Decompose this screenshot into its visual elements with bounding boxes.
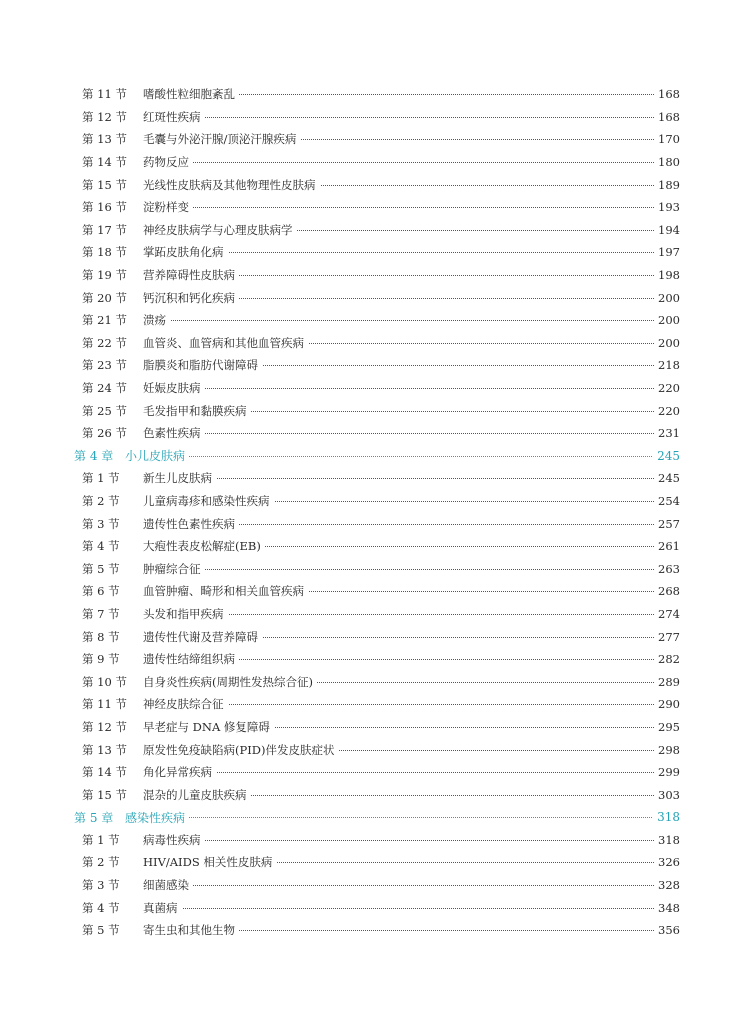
entry-title: 早老症与 DNA 修复障碍 [143,719,274,735]
toc-section-entry[interactable] [0,716,750,739]
entry-title: 神经皮肤综合征 [143,696,228,712]
dot-leader [143,908,658,909]
toc-section-entry[interactable] [0,399,750,422]
entry-number: 第 23 节 [82,358,127,373]
entry-number: 第 14 节 [82,765,127,780]
entry-page-number: 261 [654,539,680,553]
entry-title: 妊娠皮肤病 [143,380,205,396]
entry-page-number: 245 [654,471,680,485]
entry-number: 第 4 节 [82,900,120,915]
entry-page-number: 231 [654,426,680,440]
entry-number: 第 10 节 [82,674,127,689]
entry-page-number: 277 [654,630,680,644]
entry-number: 第 17 节 [82,222,127,237]
entry-page-number: 263 [654,562,680,576]
entry-page-number: 189 [654,178,680,192]
entry-number: 第 11 节 [82,87,127,102]
entry-title: 新生儿皮肤病 [143,470,216,486]
entry-number: 第 1 节 [82,471,120,486]
entry-number: 第 12 节 [82,719,127,734]
entry-page-number: 328 [654,878,680,892]
entry-title: 感染性疾病 [125,809,189,826]
entry-title: 脂膜炎和脂肪代谢障碍 [143,357,262,373]
entry-number: 第 16 节 [82,200,127,215]
entry-title: 色素性疾病 [143,425,205,441]
entry-page-number: 200 [654,313,680,327]
entry-title: 肿瘤综合征 [143,561,205,577]
entry-number: 第 26 节 [82,426,127,441]
dot-leader [143,569,658,570]
entry-page-number: 326 [654,855,680,869]
dot-leader [143,207,658,208]
dot-leader [143,162,658,163]
entry-number: 第 2 节 [82,493,120,508]
entry-page-number: 268 [654,584,680,598]
entry-number: 第 21 节 [82,313,127,328]
entry-page-number: 318 [654,833,680,847]
entry-number: 第 4 章 [74,449,114,464]
toc-section-entry[interactable] [0,219,750,242]
toc-section-entry[interactable] [0,264,750,287]
entry-title: 大疱性表皮松解症(EB) [143,538,265,554]
entry-number: 第 13 节 [82,742,127,757]
toc-chapter-entry[interactable] [0,445,750,468]
toc-section-entry[interactable] [0,874,750,897]
entry-page-number: 220 [654,381,680,395]
toc-section-entry[interactable] [0,490,750,513]
entry-number: 第 19 节 [82,268,127,283]
entry-number: 第 5 章 [74,810,114,825]
entry-page-number: 254 [654,494,680,508]
toc-section-entry[interactable] [0,603,750,626]
entry-title: 血管肿瘤、畸形和相关血管疾病 [143,583,308,599]
entry-page-number: 193 [654,200,680,214]
toc-section-entry[interactable] [0,241,750,264]
entry-number: 第 18 节 [82,245,127,260]
entry-title: 寄生虫和其他生物 [143,922,239,938]
toc-section-entry[interactable] [0,761,750,784]
entry-title: 血管炎、血管病和其他血管疾病 [143,335,308,351]
toc-section-entry[interactable] [0,332,750,355]
entry-number: 第 15 节 [82,787,127,802]
entry-page-number: 348 [654,901,680,915]
entry-title: 头发和指甲疾病 [143,606,228,622]
entry-title: 毛发指甲和黏膜疾病 [143,403,251,419]
entry-title: 淀粉样变 [143,199,193,215]
entry-title: 营养障碍性皮肤病 [143,267,239,283]
entry-page-number: 200 [654,291,680,305]
entry-page-number: 295 [654,720,680,734]
entry-number: 第 2 节 [82,855,120,870]
entry-title: 混杂的儿童皮肤疾病 [143,787,251,803]
entry-title: 神经皮肤病学与心理皮肤病学 [143,222,297,238]
entry-title: 毛囊与外泌汗腺/顶泌汗腺疾病 [143,131,300,147]
dot-leader [143,478,658,479]
toc-section-entry[interactable] [0,512,750,535]
entry-title: 遗传性色素性疾病 [143,516,239,532]
entry-title: 溃疡 [143,312,170,328]
toc-section-entry[interactable] [0,648,750,671]
dot-leader [143,840,658,841]
dot-leader [143,388,658,389]
toc-section-entry[interactable] [0,196,750,219]
entry-page-number: 168 [654,110,680,124]
entry-page-number: 290 [654,697,680,711]
entry-title: 掌跖皮肤角化病 [143,244,228,260]
entry-page-number: 282 [654,652,680,666]
entry-page-number: 197 [654,245,680,259]
entry-page-number: 194 [654,223,680,237]
entry-title: 自身炎性疾病(周期性发热综合征) [143,674,317,690]
entry-title: 角化异常疾病 [143,764,216,780]
entry-page-number: 303 [654,788,680,802]
dot-leader [125,456,658,457]
entry-page-number: 257 [654,517,680,531]
toc-section-entry[interactable] [0,580,750,603]
toc-section-entry[interactable] [0,106,750,129]
entry-page-number: 245 [653,449,680,463]
entry-page-number: 298 [654,743,680,757]
entry-number: 第 25 节 [82,403,127,418]
toc-section-entry[interactable] [0,783,750,806]
dot-leader [143,117,658,118]
toc-section-entry[interactable] [0,896,750,919]
toc-section-entry[interactable] [0,128,750,151]
entry-title: 真菌病 [143,900,182,916]
entry-title: 小儿皮肤病 [125,447,189,464]
entry-number: 第 1 节 [82,832,120,847]
table-of-contents [0,83,750,942]
entry-page-number: 274 [654,607,680,621]
entry-page-number: 180 [654,155,680,169]
entry-title: 药物反应 [143,154,193,170]
dot-leader [143,320,658,321]
entry-number: 第 12 节 [82,109,127,124]
entry-title: 细菌感染 [143,877,193,893]
toc-section-entry[interactable] [0,83,750,106]
entry-number: 第 4 节 [82,539,120,554]
toc-section-entry[interactable] [0,535,750,558]
dot-leader [143,885,658,886]
entry-title: 嗜酸性粒细胞紊乱 [143,86,239,102]
toc-section-entry[interactable] [0,919,750,942]
toc-section-entry[interactable] [0,670,750,693]
entry-page-number: 200 [654,336,680,350]
entry-number: 第 15 节 [82,177,127,192]
toc-section-entry[interactable] [0,467,750,490]
toc-section-entry[interactable] [0,309,750,332]
toc-section-entry[interactable] [0,151,750,174]
entry-number: 第 7 节 [82,606,120,621]
entry-number: 第 3 节 [82,878,120,893]
entry-page-number: 356 [654,923,680,937]
entry-number: 第 8 节 [82,629,120,644]
entry-number: 第 20 节 [82,290,127,305]
entry-number: 第 24 节 [82,381,127,396]
entry-number: 第 6 节 [82,584,120,599]
toc-section-entry[interactable] [0,173,750,196]
entry-title: 钙沉积和钙化疾病 [143,290,239,306]
entry-title: 病毒性疾病 [143,832,205,848]
toc-chapter-entry[interactable] [0,806,750,829]
entry-page-number: 318 [653,810,680,824]
toc-section-entry[interactable] [0,377,750,400]
entry-page-number: 198 [654,268,680,282]
dot-leader [143,772,658,773]
entry-title: 原发性免疫缺陷病(PID)伴发皮肤症状 [143,742,338,758]
entry-number: 第 11 节 [82,697,127,712]
toc-section-entry[interactable] [0,693,750,716]
entry-title: 儿童病毒疹和感染性疾病 [143,493,274,509]
entry-page-number: 218 [654,358,680,372]
entry-title: 光线性皮肤病及其他物理性皮肤病 [143,177,320,193]
entry-title: HIV/AIDS 相关性皮肤病 [143,854,276,870]
toc-section-entry[interactable] [0,286,750,309]
toc-section-entry[interactable] [0,738,750,761]
entry-number: 第 13 节 [82,132,127,147]
entry-page-number: 170 [654,132,680,146]
toc-section-entry[interactable] [0,422,750,445]
toc-section-entry[interactable] [0,829,750,852]
entry-page-number: 220 [654,404,680,418]
entry-page-number: 299 [654,765,680,779]
dot-leader [125,817,658,818]
entry-page-number: 168 [654,87,680,101]
entry-number: 第 5 节 [82,561,120,576]
entry-number: 第 9 节 [82,652,120,667]
entry-number: 第 5 节 [82,923,120,938]
dot-leader [143,433,658,434]
entry-title: 红斑性疾病 [143,109,205,125]
toc-section-entry[interactable] [0,851,750,874]
toc-section-entry[interactable] [0,557,750,580]
entry-number: 第 14 节 [82,155,127,170]
entry-page-number: 289 [654,675,680,689]
toc-section-entry[interactable] [0,625,750,648]
entry-number: 第 22 节 [82,335,127,350]
toc-section-entry[interactable] [0,354,750,377]
entry-title: 遗传性代谢及营养障碍 [143,629,262,645]
entry-number: 第 3 节 [82,516,120,531]
entry-title: 遗传性结缔组织病 [143,651,239,667]
